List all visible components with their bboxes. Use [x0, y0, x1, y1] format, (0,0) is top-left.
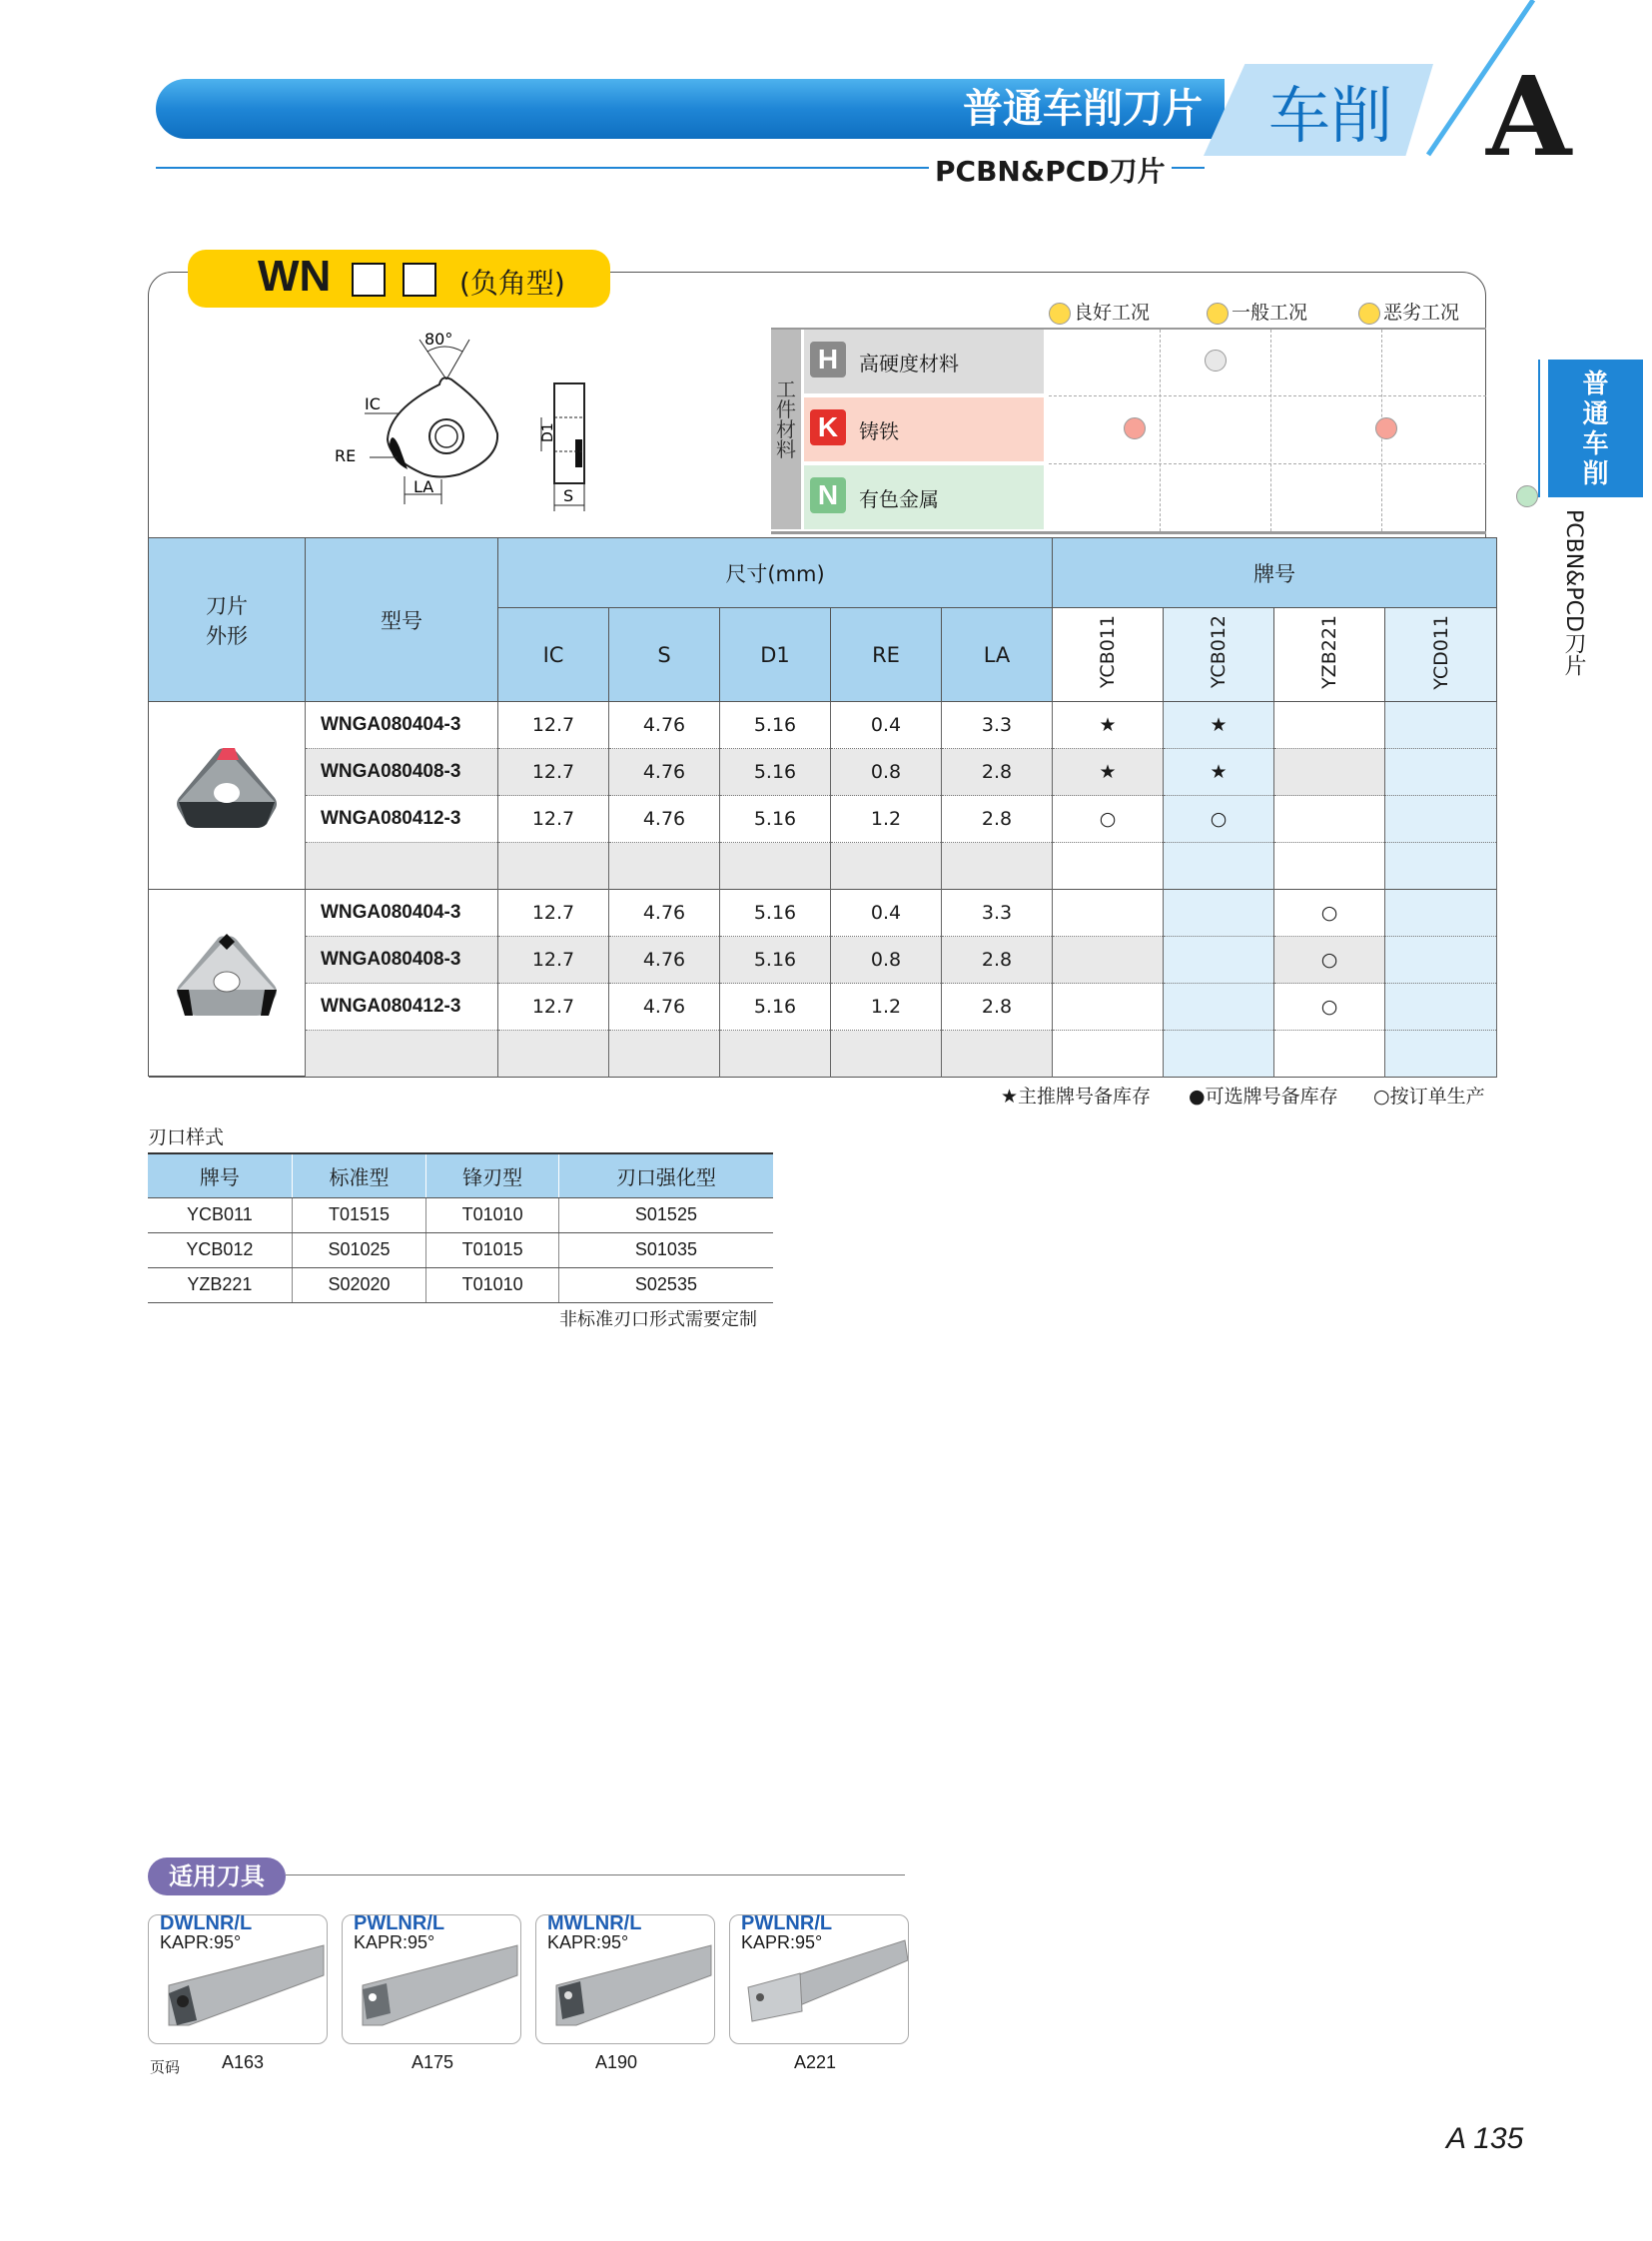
neutral-face-icon [1207, 303, 1229, 325]
tool-page-ref[interactable]: A190 [595, 2052, 638, 2072]
d1-cell: 5.16 [720, 984, 831, 1031]
edge-cell: YZB221 [148, 1267, 292, 1302]
side-caption: PCBN&PCD刀片 [1561, 509, 1586, 676]
insert-shape-image [149, 702, 306, 890]
col-re-header: RE [831, 608, 942, 702]
re-cell: 0.4 [831, 702, 942, 749]
col-s-header: S [609, 608, 720, 702]
material-k-icon: K [810, 409, 846, 445]
grade-cell [1274, 749, 1385, 796]
insert-shape-image [149, 890, 306, 1078]
d1-cell: 5.16 [720, 890, 831, 937]
grade-cell: ○ [1164, 796, 1274, 843]
col-ic-header: IC [498, 608, 609, 702]
la-cell: 3.3 [942, 890, 1053, 937]
table-row [148, 1197, 773, 1232]
insert-photo-2 [167, 926, 287, 1036]
code-placeholder-box [403, 263, 436, 297]
col-shape-header: 刀片外形 [149, 538, 306, 702]
grade-cell [1274, 796, 1385, 843]
grade-cell: ○ [1053, 796, 1164, 843]
legend-bad: 恶劣工况 [1358, 298, 1459, 325]
grade-cell [1385, 796, 1497, 843]
model-cell: WNGA080408-3 [306, 937, 498, 984]
d1-cell: 5.16 [720, 749, 831, 796]
grade-cell [1053, 984, 1164, 1031]
legend-normal: 一般工况 [1207, 298, 1307, 325]
chapter-letter: A [1486, 52, 1572, 181]
happy-face-icon [1124, 417, 1146, 439]
stock-legend-circle: ○按订单生产 [1373, 1086, 1485, 1108]
tool-name: MWLNR/L [547, 1912, 642, 1934]
happy-face-icon [1049, 303, 1071, 325]
ic-cell: 12.7 [498, 702, 609, 749]
grade-cell: ★ [1164, 702, 1274, 749]
table-row [148, 1267, 773, 1302]
table-row [148, 1232, 773, 1267]
ic-cell: 12.7 [498, 937, 609, 984]
grid-line [1049, 463, 1486, 464]
grade-cell: ★ [1053, 702, 1164, 749]
neutral-face-icon [1205, 350, 1227, 372]
re-cell: 1.2 [831, 984, 942, 1031]
grade-cell [1053, 890, 1164, 937]
grade-cell: ★ [1053, 749, 1164, 796]
la-cell: 2.8 [942, 937, 1053, 984]
tool-kapr: KAPR:95° [547, 1932, 629, 1952]
model-cell: WNGA080412-3 [306, 796, 498, 843]
material-k-label: 铸铁 [859, 419, 899, 443]
grade-cell [1385, 937, 1497, 984]
edge-cell: T01010 [426, 1197, 559, 1232]
ic-cell: 12.7 [498, 796, 609, 843]
edge-header: 牌号 [148, 1153, 292, 1197]
page-title: 普通车削刀片 [963, 86, 1203, 132]
grid-line [1049, 395, 1486, 396]
edge-cell: T01515 [292, 1197, 426, 1232]
re-cell: 0.8 [831, 937, 942, 984]
edge-cell: YCB011 [148, 1197, 292, 1232]
edge-cell: S02020 [292, 1267, 426, 1302]
col-d1-header: D1 [720, 608, 831, 702]
s-cell: 4.76 [609, 702, 720, 749]
tool-kapr: KAPR:95° [160, 1932, 242, 1952]
s-cell: 4.76 [609, 937, 720, 984]
edge-header: 刃口强化型 [558, 1153, 773, 1197]
model-cell: WNGA080408-3 [306, 749, 498, 796]
ic-cell: 12.7 [498, 890, 609, 937]
grid-top [771, 328, 1486, 330]
section-tab-label: 车削 [1268, 79, 1393, 152]
grade-cell: ○ [1274, 937, 1385, 984]
stock-legend-star: ★主推牌号备库存 [1001, 1086, 1152, 1108]
la-cell: 3.3 [942, 702, 1053, 749]
material-h-icon: H [810, 342, 846, 377]
insert-table [148, 537, 1497, 1078]
grid-vline [1270, 330, 1271, 531]
grade-cell [1164, 984, 1274, 1031]
tool-kapr: KAPR:95° [354, 1932, 435, 1952]
material-label: 工件材料 [771, 330, 801, 529]
edge-cell: S02535 [558, 1267, 773, 1302]
grade-cell [1385, 890, 1497, 937]
tool-page-ref[interactable]: A175 [412, 2052, 454, 2072]
tools-divider [286, 1874, 905, 1875]
d1-cell: 5.16 [720, 702, 831, 749]
table-row [149, 937, 1497, 984]
re-label: RE [335, 446, 357, 465]
grade-cell [1274, 702, 1385, 749]
col-dims-header: 尺寸(mm) [498, 538, 1053, 608]
grade-cell [1164, 937, 1274, 984]
material-n-icon: N [810, 477, 846, 513]
grid-bottom [771, 531, 1486, 534]
grade-cell: ○ [1274, 984, 1385, 1031]
d1-cell: 5.16 [720, 796, 831, 843]
edge-cell: S01525 [558, 1197, 773, 1232]
edge-style-title: 刃口样式 [148, 1126, 225, 1148]
model-cell: WNGA080404-3 [306, 702, 498, 749]
material-row-n [804, 465, 1044, 529]
edge-cell: T01015 [426, 1232, 559, 1267]
edge-cell: S01035 [558, 1232, 773, 1267]
ic-label: IC [365, 394, 381, 413]
material-n-label: 有色金属 [859, 487, 939, 511]
col-grade-header: YCB012 [1164, 608, 1274, 702]
table-row-empty [149, 1031, 1497, 1078]
grade-cell [1164, 890, 1274, 937]
edge-cell: T01010 [426, 1267, 559, 1302]
insert-side-view [539, 379, 629, 519]
grade-cell: ○ [1274, 890, 1385, 937]
tool-name: PWLNR/L [354, 1912, 445, 1934]
ic-cell: 12.7 [498, 749, 609, 796]
col-la-header: LA [942, 608, 1053, 702]
table-row [149, 984, 1497, 1031]
tool-name: DWLNR/L [160, 1912, 253, 1934]
table-row [149, 702, 1497, 749]
page-subtitle: PCBN&PCD刀片 [929, 150, 1172, 190]
material-h-label: 高硬度材料 [859, 352, 959, 375]
la-cell: 2.8 [942, 984, 1053, 1031]
tool-page-ref[interactable]: A221 [794, 2052, 837, 2072]
re-cell: 0.8 [831, 749, 942, 796]
edge-header: 锋刃型 [426, 1153, 559, 1197]
s-cell: 4.76 [609, 796, 720, 843]
tool-name: PWLNR/L [741, 1912, 833, 1934]
insert-photo-1 [167, 738, 287, 848]
grid-vline [1160, 330, 1161, 531]
grade-cell [1385, 702, 1497, 749]
re-cell: 1.2 [831, 796, 942, 843]
table-row-empty [149, 843, 1497, 890]
s-cell: 4.76 [609, 749, 720, 796]
la-label: LA [413, 477, 434, 496]
product-type: (负角型) [459, 267, 565, 300]
material-row-k [804, 397, 1044, 461]
edge-header: 标准型 [292, 1153, 426, 1197]
d1-cell: 5.16 [720, 937, 831, 984]
edge-style-note: 非标准刃口形式需要定制 [559, 1309, 757, 1330]
code-placeholder-box [352, 263, 386, 297]
table-row [149, 890, 1497, 937]
neutral-face-icon [1516, 485, 1538, 507]
s-cell: 4.76 [609, 984, 720, 1031]
table-row [149, 796, 1497, 843]
legend-good: 良好工况 [1049, 298, 1150, 325]
grade-cell [1385, 984, 1497, 1031]
page-ref-label: 页码 [150, 2059, 181, 2076]
la-cell: 2.8 [942, 796, 1053, 843]
col-model-header: 型号 [306, 538, 498, 702]
edge-cell: S01025 [292, 1232, 426, 1267]
tool-kapr: KAPR:95° [741, 1932, 823, 1952]
grade-cell [1385, 749, 1497, 796]
re-cell: 0.4 [831, 890, 942, 937]
product-code: WN [258, 252, 332, 301]
model-cell: WNGA080404-3 [306, 890, 498, 937]
model-cell: WNGA080412-3 [306, 984, 498, 1031]
tool-page-ref[interactable]: A163 [222, 2052, 265, 2072]
side-tab-line [1538, 360, 1540, 497]
edge-cell: YCB012 [148, 1232, 292, 1267]
tools-title: 适用刀具 [148, 1858, 286, 1895]
angle-label: 80° [424, 330, 453, 349]
col-grade-header: YCD011 [1385, 608, 1497, 702]
material-row-h [804, 330, 1044, 393]
s-label: S [563, 486, 574, 505]
side-tab-label: 普通车削 [1582, 370, 1609, 489]
col-grades-header: 牌号 [1053, 538, 1497, 608]
grade-cell [1053, 937, 1164, 984]
ic-cell: 12.7 [498, 984, 609, 1031]
d1-label: D1 [540, 422, 556, 442]
side-tab[interactable] [1548, 360, 1643, 497]
table-row [149, 749, 1497, 796]
col-grade-header: YCB011 [1053, 608, 1164, 702]
la-cell: 2.8 [942, 749, 1053, 796]
sad-face-icon [1358, 303, 1380, 325]
edge-style-table [148, 1152, 773, 1303]
col-grade-header: YZB221 [1274, 608, 1385, 702]
grade-cell: ★ [1164, 749, 1274, 796]
stock-legend-dot: ●可选牌号备库存 [1189, 1086, 1338, 1108]
s-cell: 4.76 [609, 890, 720, 937]
page-number: A 135 [1446, 2122, 1524, 2155]
